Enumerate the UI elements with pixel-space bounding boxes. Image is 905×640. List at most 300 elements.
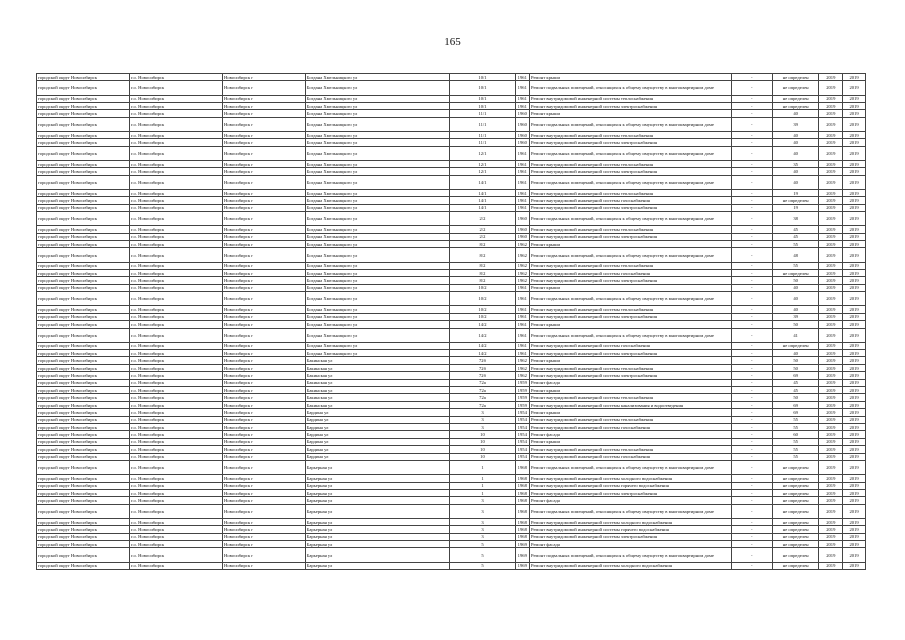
settlement-cell: Новосибирск г: [223, 409, 306, 416]
plan-year-start-cell: 2019: [819, 139, 843, 146]
build-year-cell: 1961: [515, 74, 529, 81]
plan-year-end-cell: 2019: [843, 533, 866, 540]
work-type-cell: Ремонт подвальных помещений, относящихся к общему имуществу в многоквартирном доме: [530, 248, 732, 262]
house-number-cell: 12/1: [450, 146, 515, 160]
build-year-cell: 1954: [515, 424, 529, 431]
lifetime-cell: 19: [772, 189, 819, 196]
municipality-cell: городской округ Новосибирск: [37, 416, 130, 423]
settlement-cell: Новосибирск г: [223, 197, 306, 204]
lifetime-cell: 50: [772, 321, 819, 328]
street-cell: Богдана Хмельницкого ул: [305, 197, 450, 204]
work-type-cell: Ремонт внутридомовой инженерной системы электроснабжения: [530, 204, 732, 211]
work-type-cell: Ремонт крыши: [530, 284, 732, 291]
work-type-cell: Ремонт подвальных помещений, относящихся к общему имуществу в многоквартирном доме: [530, 212, 732, 226]
work-type-cell: Ремонт подвальных помещений, относящихся к общему имуществу в многоквартирном доме: [530, 175, 732, 189]
lifetime-cell: не определен: [772, 489, 819, 496]
lifetime-cell: 50: [772, 357, 819, 364]
settlement-cell: Новосибирск г: [223, 95, 306, 102]
work-type-cell: Ремонт крыши: [530, 438, 732, 445]
dash-cell: -: [731, 175, 772, 189]
municipality-cell: городской округ Новосибирск: [37, 548, 130, 562]
lifetime-cell: 45: [772, 233, 819, 240]
settlement-cell: Новосибирск г: [223, 110, 306, 117]
city-district-cell: г.о. Новосибирск: [130, 313, 223, 320]
city-district-cell: г.о. Новосибирск: [130, 431, 223, 438]
municipality-cell: городской округ Новосибирск: [37, 482, 130, 489]
build-year-cell: 1961: [515, 350, 529, 357]
house-number-cell: 14/2: [450, 342, 515, 349]
plan-year-end-cell: 2019: [843, 342, 866, 349]
settlement-cell: Новосибирск г: [223, 357, 306, 364]
work-type-cell: Ремонт внутридомовой инженерной системы электроснабжения: [530, 372, 732, 379]
plan-year-end-cell: 2019: [843, 117, 866, 131]
city-district-cell: г.о. Новосибирск: [130, 241, 223, 248]
dash-cell: -: [731, 446, 772, 453]
plan-year-end-cell: 2019: [843, 416, 866, 423]
lifetime-cell: 41: [772, 328, 819, 342]
plan-year-end-cell: 2019: [843, 364, 866, 371]
plan-year-start-cell: 2019: [819, 204, 843, 211]
build-year-cell: 1962: [515, 357, 529, 364]
build-year-cell: 1954: [515, 416, 529, 423]
build-year-cell: 1961: [515, 284, 529, 291]
municipality-cell: городской округ Новосибирск: [37, 364, 130, 371]
plan-year-end-cell: 2019: [843, 160, 866, 167]
house-number-cell: 10/1: [450, 95, 515, 102]
plan-year-start-cell: 2019: [819, 357, 843, 364]
work-type-cell: Ремонт крыши: [530, 357, 732, 364]
plan-year-start-cell: 2019: [819, 277, 843, 284]
table-row: [37, 226, 866, 233]
settlement-cell: Новосибирск г: [223, 131, 306, 138]
plan-year-end-cell: 2019: [843, 269, 866, 276]
municipality-cell: городской округ Новосибирск: [37, 394, 130, 401]
dash-cell: -: [731, 424, 772, 431]
street-cell: Богдана Хмельницкого ул: [305, 189, 450, 196]
build-year-cell: 1962: [515, 277, 529, 284]
plan-year-end-cell: 2019: [843, 379, 866, 386]
lifetime-cell: не определен: [772, 541, 819, 548]
city-district-cell: г.о. Новосибирск: [130, 424, 223, 431]
settlement-cell: Новосибирск г: [223, 475, 306, 482]
settlement-cell: Новосибирск г: [223, 284, 306, 291]
municipality-cell: городской округ Новосибирск: [37, 504, 130, 518]
house-number-cell: 72а: [450, 394, 515, 401]
municipality-cell: городской округ Новосибирск: [37, 292, 130, 306]
build-year-cell: 1961: [515, 102, 529, 109]
municipality-cell: городской округ Новосибирск: [37, 110, 130, 117]
table-row: [37, 562, 866, 569]
table-row: [37, 262, 866, 269]
plan-year-start-cell: 2019: [819, 401, 843, 408]
dash-cell: -: [731, 277, 772, 284]
municipality-cell: городской округ Новосибирск: [37, 277, 130, 284]
work-type-cell: Ремонт внутридомовой инженерной системы электроснабжения: [530, 102, 732, 109]
street-cell: Барьерная ул: [305, 482, 450, 489]
plan-year-start-cell: 2019: [819, 146, 843, 160]
dash-cell: -: [731, 146, 772, 160]
house-number-cell: 72б: [450, 357, 515, 364]
build-year-cell: 1961: [515, 146, 529, 160]
dash-cell: -: [731, 81, 772, 95]
dash-cell: -: [731, 460, 772, 474]
city-district-cell: г.о. Новосибирск: [130, 364, 223, 371]
street-cell: Бакинская ул: [305, 394, 450, 401]
municipality-cell: городской округ Новосибирск: [37, 321, 130, 328]
city-district-cell: г.о. Новосибирск: [130, 146, 223, 160]
plan-year-end-cell: 2019: [843, 504, 866, 518]
work-type-cell: Ремонт внутридомовой инженерной системы электроснабжения: [530, 168, 732, 175]
municipality-cell: городской округ Новосибирск: [37, 269, 130, 276]
city-district-cell: г.о. Новосибирск: [130, 526, 223, 533]
dash-cell: -: [731, 328, 772, 342]
work-type-cell: Ремонт подвальных помещений, относящихся к общему имуществу в многоквартирном доме: [530, 504, 732, 518]
municipality-cell: городской округ Новосибирск: [37, 117, 130, 131]
city-district-cell: г.о. Новосибирск: [130, 262, 223, 269]
municipality-cell: городской округ Новосибирск: [37, 446, 130, 453]
municipality-cell: городской округ Новосибирск: [37, 241, 130, 248]
build-year-cell: 1959: [515, 387, 529, 394]
table-row: [37, 306, 866, 313]
build-year-cell: 1962: [515, 372, 529, 379]
city-district-cell: г.о. Новосибирск: [130, 74, 223, 81]
lifetime-cell: не определен: [772, 460, 819, 474]
municipality-cell: городской округ Новосибирск: [37, 233, 130, 240]
settlement-cell: Новосибирск г: [223, 233, 306, 240]
lifetime-cell: 48: [772, 248, 819, 262]
build-year-cell: 1961: [515, 204, 529, 211]
settlement-cell: Новосибирск г: [223, 401, 306, 408]
house-number-cell: 2/2: [450, 233, 515, 240]
street-cell: Богдана Хмельницкого ул: [305, 277, 450, 284]
dash-cell: -: [731, 74, 772, 81]
house-number-cell: 10/1: [450, 74, 515, 81]
street-cell: Бакинская ул: [305, 387, 450, 394]
settlement-cell: Новосибирск г: [223, 292, 306, 306]
municipality-cell: городской округ Новосибирск: [37, 306, 130, 313]
work-type-cell: Ремонт внутридомовой инженерной системы теплоснабжения: [530, 160, 732, 167]
table-row: [37, 357, 866, 364]
lifetime-cell: 35: [772, 160, 819, 167]
build-year-cell: 1961: [515, 168, 529, 175]
build-year-cell: 1961: [515, 328, 529, 342]
work-type-cell: Ремонт внутридомовой инженерной системы теплоснабжения: [530, 226, 732, 233]
house-number-cell: 72б: [450, 364, 515, 371]
build-year-cell: 1960: [515, 117, 529, 131]
municipality-cell: городской округ Новосибирск: [37, 489, 130, 496]
table-row: [37, 146, 866, 160]
work-type-cell: Ремонт внутридомовой инженерной системы канализования и водоотведения: [530, 401, 732, 408]
build-year-cell: 1961: [515, 189, 529, 196]
work-type-cell: Ремонт подвальных помещений, относящихся к общему имуществу в многоквартирном доме: [530, 460, 732, 474]
table-row: [37, 110, 866, 117]
settlement-cell: Новосибирск г: [223, 81, 306, 95]
table-row: [37, 342, 866, 349]
plan-year-start-cell: 2019: [819, 175, 843, 189]
lifetime-cell: 40: [772, 131, 819, 138]
city-district-cell: г.о. Новосибирск: [130, 409, 223, 416]
settlement-cell: Новосибирск г: [223, 160, 306, 167]
settlement-cell: Новосибирск г: [223, 146, 306, 160]
table-row: [37, 139, 866, 146]
lifetime-cell: 40: [772, 139, 819, 146]
table-row: [37, 394, 866, 401]
plan-year-start-cell: 2019: [819, 526, 843, 533]
settlement-cell: Новосибирск г: [223, 372, 306, 379]
city-district-cell: г.о. Новосибирск: [130, 168, 223, 175]
build-year-cell: 1959: [515, 379, 529, 386]
lifetime-cell: 45: [772, 226, 819, 233]
plan-year-end-cell: 2019: [843, 241, 866, 248]
street-cell: Богдана Хмельницкого ул: [305, 284, 450, 291]
plan-year-start-cell: 2019: [819, 350, 843, 357]
settlement-cell: Новосибирск г: [223, 460, 306, 474]
street-cell: Бардина ул: [305, 453, 450, 460]
settlement-cell: Новосибирск г: [223, 562, 306, 569]
house-number-cell: 8/2: [450, 262, 515, 269]
plan-year-start-cell: 2019: [819, 197, 843, 204]
house-number-cell: 2/2: [450, 226, 515, 233]
house-number-cell: 2/2: [450, 212, 515, 226]
table-row: [37, 321, 866, 328]
table-row: [37, 212, 866, 226]
city-district-cell: г.о. Новосибирск: [130, 357, 223, 364]
house-number-cell: 5: [450, 548, 515, 562]
house-number-cell: 11/1: [450, 131, 515, 138]
plan-year-start-cell: 2019: [819, 489, 843, 496]
city-district-cell: г.о. Новосибирск: [130, 350, 223, 357]
dash-cell: -: [731, 313, 772, 320]
plan-year-start-cell: 2019: [819, 431, 843, 438]
settlement-cell: Новосибирск г: [223, 394, 306, 401]
plan-year-end-cell: 2019: [843, 175, 866, 189]
settlement-cell: Новосибирск г: [223, 453, 306, 460]
plan-year-end-cell: 2019: [843, 394, 866, 401]
settlement-cell: Новосибирск г: [223, 226, 306, 233]
work-type-cell: Ремонт крыши: [530, 409, 732, 416]
build-year-cell: 1960: [515, 110, 529, 117]
table-row: [37, 241, 866, 248]
plan-year-start-cell: 2019: [819, 438, 843, 445]
house-number-cell: 8/2: [450, 248, 515, 262]
lifetime-cell: 40: [772, 146, 819, 160]
build-year-cell: 1961: [515, 342, 529, 349]
settlement-cell: Новосибирск г: [223, 102, 306, 109]
build-year-cell: 1962: [515, 241, 529, 248]
city-district-cell: г.о. Новосибирск: [130, 160, 223, 167]
street-cell: Бардина ул: [305, 446, 450, 453]
settlement-cell: Новосибирск г: [223, 168, 306, 175]
lifetime-cell: 40: [772, 168, 819, 175]
lifetime-cell: 60: [772, 431, 819, 438]
work-type-cell: Ремонт внутридомовой инженерной системы теплоснабжения: [530, 306, 732, 313]
dash-cell: -: [731, 401, 772, 408]
plan-year-end-cell: 2019: [843, 497, 866, 504]
plan-year-start-cell: 2019: [819, 364, 843, 371]
work-type-cell: Ремонт внутридомовой инженерной системы теплоснабжения: [530, 262, 732, 269]
dash-cell: -: [731, 533, 772, 540]
plan-year-start-cell: 2019: [819, 460, 843, 474]
plan-year-end-cell: 2019: [843, 321, 866, 328]
plan-year-end-cell: 2019: [843, 401, 866, 408]
table-row: [37, 189, 866, 196]
plan-year-end-cell: 2019: [843, 131, 866, 138]
street-cell: Барьерная ул: [305, 504, 450, 518]
dash-cell: -: [731, 262, 772, 269]
settlement-cell: Новосибирск г: [223, 548, 306, 562]
city-district-cell: г.о. Новосибирск: [130, 131, 223, 138]
dash-cell: -: [731, 409, 772, 416]
work-type-cell: Ремонт внутридомовой инженерной системы теплоснабжения: [530, 446, 732, 453]
city-district-cell: г.о. Новосибирск: [130, 139, 223, 146]
street-cell: Богдана Хмельницкого ул: [305, 262, 450, 269]
dash-cell: -: [731, 168, 772, 175]
street-cell: Богдана Хмельницкого ул: [305, 139, 450, 146]
street-cell: Богдана Хмельницкого ул: [305, 269, 450, 276]
work-type-cell: Ремонт внутридомовой инженерной системы теплоснабжения: [530, 364, 732, 371]
city-district-cell: г.о. Новосибирск: [130, 292, 223, 306]
house-number-cell: 1: [450, 482, 515, 489]
house-number-cell: 72а: [450, 387, 515, 394]
build-year-cell: 1954: [515, 431, 529, 438]
municipality-cell: городской округ Новосибирск: [37, 424, 130, 431]
municipality-cell: городской округ Новосибирск: [37, 350, 130, 357]
house-number-cell: 10: [450, 446, 515, 453]
lifetime-cell: 40: [772, 306, 819, 313]
work-type-cell: Ремонт внутридомовой инженерной системы газоснабжения: [530, 197, 732, 204]
build-year-cell: 1954: [515, 438, 529, 445]
build-year-cell: 1962: [515, 262, 529, 269]
plan-year-end-cell: 2019: [843, 431, 866, 438]
plan-year-start-cell: 2019: [819, 533, 843, 540]
plan-year-end-cell: 2019: [843, 292, 866, 306]
plan-year-end-cell: 2019: [843, 541, 866, 548]
plan-year-start-cell: 2019: [819, 548, 843, 562]
house-number-cell: 3: [450, 424, 515, 431]
table-row: [37, 416, 866, 423]
plan-year-end-cell: 2019: [843, 562, 866, 569]
dash-cell: -: [731, 518, 772, 525]
plan-year-start-cell: 2019: [819, 518, 843, 525]
dash-cell: -: [731, 475, 772, 482]
build-year-cell: 1961: [515, 197, 529, 204]
street-cell: Богдана Хмельницкого ул: [305, 160, 450, 167]
dash-cell: -: [731, 233, 772, 240]
table-row: [37, 526, 866, 533]
work-type-cell: Ремонт подвальных помещений, относящихся к общему имуществу в многоквартирном доме: [530, 146, 732, 160]
house-number-cell: 10: [450, 431, 515, 438]
build-year-cell: 1962: [515, 269, 529, 276]
house-number-cell: 10/2: [450, 284, 515, 291]
dash-cell: -: [731, 110, 772, 117]
plan-year-start-cell: 2019: [819, 372, 843, 379]
table-row: [37, 175, 866, 189]
table-row: [37, 95, 866, 102]
municipality-cell: городской округ Новосибирск: [37, 518, 130, 525]
plan-year-start-cell: 2019: [819, 328, 843, 342]
build-year-cell: 1968: [515, 475, 529, 482]
street-cell: Барьерная ул: [305, 460, 450, 474]
lifetime-cell: не определен: [772, 197, 819, 204]
lifetime-cell: 55: [772, 241, 819, 248]
house-number-cell: 14/1: [450, 204, 515, 211]
plan-year-start-cell: 2019: [819, 446, 843, 453]
table-row: [37, 277, 866, 284]
build-year-cell: 1969: [515, 562, 529, 569]
settlement-cell: Новосибирск г: [223, 306, 306, 313]
plan-year-end-cell: 2019: [843, 482, 866, 489]
city-district-cell: г.о. Новосибирск: [130, 197, 223, 204]
table-row: [37, 497, 866, 504]
street-cell: Барьерная ул: [305, 475, 450, 482]
table-row: [37, 460, 866, 474]
plan-year-end-cell: 2019: [843, 424, 866, 431]
municipality-cell: городской округ Новосибирск: [37, 357, 130, 364]
house-number-cell: 3: [450, 497, 515, 504]
street-cell: Богдана Хмельницкого ул: [305, 131, 450, 138]
plan-year-start-cell: 2019: [819, 81, 843, 95]
municipality-cell: городской округ Новосибирск: [37, 95, 130, 102]
street-cell: Барьерная ул: [305, 518, 450, 525]
street-cell: Бакинская ул: [305, 401, 450, 408]
house-number-cell: 3: [450, 526, 515, 533]
plan-year-start-cell: 2019: [819, 416, 843, 423]
work-type-cell: Ремонт внутридомовой инженерной системы электроснабжения: [530, 350, 732, 357]
municipality-cell: городской округ Новосибирск: [37, 212, 130, 226]
street-cell: Барьерная ул: [305, 526, 450, 533]
table-row: [37, 131, 866, 138]
house-number-cell: 72б: [450, 372, 515, 379]
dash-cell: -: [731, 292, 772, 306]
plan-year-end-cell: 2019: [843, 233, 866, 240]
street-cell: Барьерная ул: [305, 489, 450, 496]
build-year-cell: 1969: [515, 548, 529, 562]
house-number-cell: 1: [450, 489, 515, 496]
city-district-cell: г.о. Новосибирск: [130, 438, 223, 445]
lifetime-cell: 69: [772, 372, 819, 379]
lifetime-cell: 40: [772, 175, 819, 189]
work-type-cell: Ремонт подвальных помещений, относящихся к общему имуществу в многоквартирном доме: [530, 117, 732, 131]
municipality-cell: городской округ Новосибирск: [37, 497, 130, 504]
dash-cell: -: [731, 117, 772, 131]
city-district-cell: г.о. Новосибирск: [130, 328, 223, 342]
municipality-cell: городской округ Новосибирск: [37, 533, 130, 540]
street-cell: Богдана Хмельницкого ул: [305, 110, 450, 117]
table-row: [37, 446, 866, 453]
settlement-cell: Новосибирск г: [223, 204, 306, 211]
lifetime-cell: 69: [772, 401, 819, 408]
municipality-cell: городской округ Новосибирск: [37, 175, 130, 189]
street-cell: Богдана Хмельницкого ул: [305, 212, 450, 226]
plan-year-end-cell: 2019: [843, 262, 866, 269]
plan-year-start-cell: 2019: [819, 394, 843, 401]
municipality-cell: городской округ Новосибирск: [37, 146, 130, 160]
table-row: [37, 518, 866, 525]
plan-year-end-cell: 2019: [843, 139, 866, 146]
settlement-cell: Новосибирск г: [223, 269, 306, 276]
street-cell: Богдана Хмельницкого ул: [305, 313, 450, 320]
street-cell: Богдана Хмельницкого ул: [305, 146, 450, 160]
settlement-cell: Новосибирск г: [223, 241, 306, 248]
plan-year-end-cell: 2019: [843, 548, 866, 562]
street-cell: Бардина ул: [305, 438, 450, 445]
table-row: [37, 204, 866, 211]
build-year-cell: 1969: [515, 541, 529, 548]
city-district-cell: г.о. Новосибирск: [130, 226, 223, 233]
dash-cell: -: [731, 248, 772, 262]
street-cell: Богдана Хмельницкого ул: [305, 102, 450, 109]
lifetime-cell: не определен: [772, 518, 819, 525]
